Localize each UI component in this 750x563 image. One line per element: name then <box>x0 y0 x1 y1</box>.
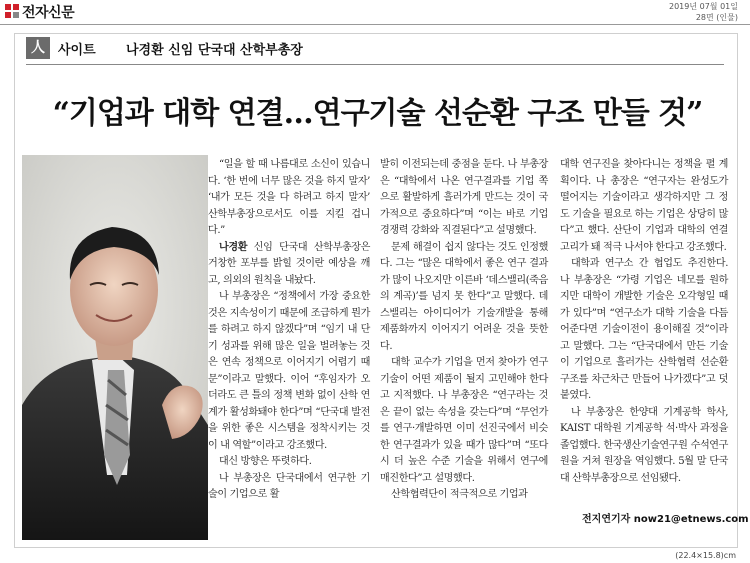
paragraph: “일을 할 때 나름대로 소신이 있습니다. ‘한 번에 너무 많은 것을 하지 말자’ ‘내가 모든 것을 다 하려고 하지 말자’ 산학부총장으로서도 이를 지킬 겁니다.” <box>208 159 370 236</box>
portrait-photo <box>22 155 208 540</box>
article-size-note: (22.4×15.8)cm <box>675 551 736 560</box>
article-column-2 <box>380 157 548 504</box>
newspaper-title: 전자신문 <box>22 5 75 21</box>
issue-date <box>669 1 738 23</box>
header-divider <box>0 24 750 25</box>
paragraph: 대신 방향은 뚜렷하다. <box>219 456 312 467</box>
paragraph: 나 부총장은 한양대 기계공학 학사, KAIST 대학원 기계공학 석·박사 과정을 졸업했다. 한국생산기술연구원 수석연구원을 거쳐 원장을 역임했다. 5월 말 단국대 산학부총장으로 선임됐다. <box>560 406 728 484</box>
highlight-name: 나경환 <box>219 241 248 253</box>
paragraph: 문제 해결이 쉽지 않다는 것도 인정했다. 그는 “많은 대학에서 좋은 연구 결과가 많이 나오지만 이른바 ‘데스밸리(죽음의 계곡)’를 넘지 못 한다”고 말했다. 데스밸리는 아이디어가 기술개발을 통해 제품화까지 이어지기 어려운 것을 뜻한다. <box>380 241 548 352</box>
article-column-1 <box>208 157 370 504</box>
paragraph: 나 부총장은 단국대에서 연구한 기술이 기업으로 활 <box>208 472 370 500</box>
paragraph: 대학 연구진을 찾아다니는 정책을 펼 계획이다. 나 총장은 “연구자는 완성도가 떨어지는 기술이라고 생각하지만 그 정도 기술을 필요로 하는 기업은 상당히 많다”고 했다. 산단이 기업과 대학의 연결고리가 돼 적극 나서야 한다고 강조했다. <box>560 159 728 253</box>
section-name: 사이트 <box>58 43 96 58</box>
newspaper-logo-icon <box>4 3 20 19</box>
paragraph: 대학 교수가 기업을 먼저 찾아가 연구기술이 어떤 제품이 될지 고민해야 한다고 지적했다. 나 부총장은 “연구라는 것은 끝이 없는 속성을 갖는다”며 “무언가를 연구·개발하면 이미 선진국에서 비슷한 연구결과가 있을 때가 많다”며 “또다시 더 높은 수준 기술을 위해서 연구에 매진한다”고 설명했다. <box>380 357 548 484</box>
section-chip: 人 <box>26 37 50 59</box>
paragraph: 나 부총장은 “정책에서 가장 중요한 것은 지속성이기 때문에 조급하게 뭔가를 하려고 하지 않겠다”며 “임기 내 단기 성과를 위해 많은 일을 벌려놓는 것은 연속 정책으로 이어지기 어렵기 때문”이라고 말했다. 이어 “후임자가 오더라도 큰 틀의 정책 변화 없이 산학 연계가 활성화돼야 한다”며 “단국대 발전을 위한 좋은 시스템을 정착시키는 것이 내 역할”이라고 강조했다. <box>208 291 370 451</box>
article-column-3 <box>560 157 728 487</box>
paragraph: 산학협력단이 적극적으로 기업과 <box>391 489 528 500</box>
paragraph: 대학과 연구소 간 협업도 추진한다. 나 부총장은 “가령 기업은 네모를 원하지만 대학이 개발한 기술은 오각형일 때가 있다”며 “연구소가 대학 기술을 다듬어준다면 기술이전이 용이해질 것”이라고 말했다. 그는 “단국대에서 만든 기술이 기업으로 흘러가는 산학협력 선순환 구조를 차근차근 만들어 나가겠다”고 덧붙였다. <box>560 258 728 401</box>
article-headline: “기업과 대학 연결…연구기술 선순환 구조 만들 것” <box>52 96 703 131</box>
author-byline: 전지연기자 now21@etnews.com <box>582 514 749 525</box>
paragraph: 발히 이전되는데 중점을 둔다. 나 부총장은 “대학에서 나온 연구결과를 기업 쪽으로 활발하게 흘러가게 만드는 것이 국가적으로 중요하다”며 “이는 바로 기업 경쟁력 강화와 직결된다”고 설명했다. <box>380 159 548 236</box>
masthead <box>0 0 750 22</box>
paragraph <box>208 240 370 290</box>
paragraph-rest: 신임 단국대 산학부총장은 거창한 포부를 밝힐 것이란 예상을 깨고, 의외의 원칙을 내놨다. <box>208 241 370 286</box>
page-number: 28면 (인물) <box>695 13 738 22</box>
section-subject: 나경환 신임 단국대 산학부총장 <box>126 43 303 58</box>
issue-date-text: 2019년 07월 01일 <box>669 2 738 11</box>
section-divider <box>26 64 724 65</box>
